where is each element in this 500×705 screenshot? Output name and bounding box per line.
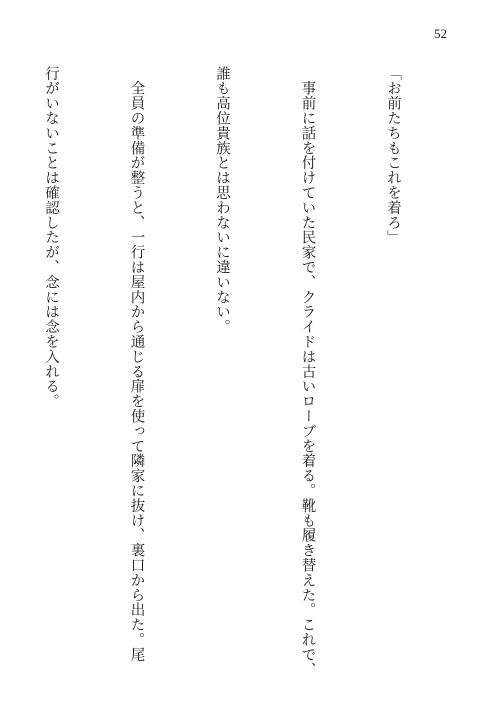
text-line: 誰も高位貴族とは思わないに違いない。 (214, 66, 230, 335)
text-line: 行がいないことは確認したが、念には念を入れる。 (43, 66, 59, 409)
text-line: 全員の準備が整うと、一行は屋内から通じる扉を使って隣家に抜け、裏口から出た。尾 (128, 66, 145, 662)
text-line: 「お前たちもこれを着ろ」 (385, 66, 401, 245)
text-line: 事前に話を付けていた民家で、クライドは古いローブを着る。靴も履き替えた。これで、 (299, 66, 316, 677)
novel-text-body (0, 66, 464, 677)
page-number: 52 (434, 26, 447, 41)
